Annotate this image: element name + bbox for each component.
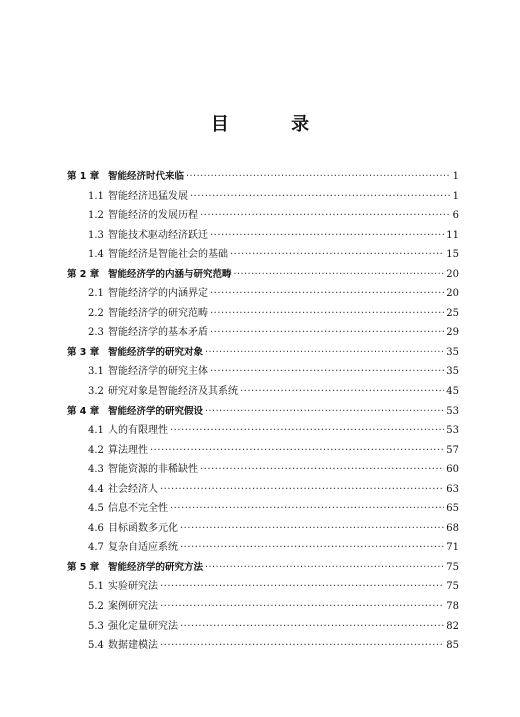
toc-entry-label: 智能资源的非稀缺性 <box>108 464 198 476</box>
toc-chapter-entry[interactable] <box>67 558 459 578</box>
toc-entry-page: 20 <box>446 268 459 280</box>
toc-section-entry[interactable] <box>67 538 459 558</box>
toc-entry-number: 5.2 <box>88 601 104 613</box>
dot-leader <box>210 226 444 246</box>
toc-entry-page: 65 <box>446 503 459 515</box>
toc-section-entry[interactable] <box>67 460 459 480</box>
dot-leader <box>200 206 451 226</box>
toc-entry-number: 5.4 <box>88 640 104 652</box>
toc-entry-label: 智能经济学的研究主体 <box>108 366 208 378</box>
toc-entry-number: 1.2 <box>88 210 104 222</box>
toc-entry-page: 25 <box>446 307 459 319</box>
toc-entry-label: 智能经济学的内涵与研究范畴 <box>108 268 232 280</box>
toc-section-entry[interactable] <box>67 617 459 637</box>
toc-section-entry[interactable] <box>67 362 459 382</box>
toc-entry-number: 2.1 <box>88 288 104 300</box>
toc-entry-label: 强化定量研究法 <box>108 620 178 632</box>
toc-chapter-entry[interactable] <box>67 402 459 422</box>
toc-entry-label: 智能经济学的内涵界定 <box>108 288 208 300</box>
toc-entry-number: 第 3 章 <box>67 346 100 358</box>
toc-section-entry[interactable] <box>67 304 459 324</box>
toc-section-entry[interactable] <box>67 499 459 519</box>
dot-leader <box>170 421 444 441</box>
toc-entry-page: 20 <box>446 288 459 300</box>
toc-entry-number: 4.6 <box>88 522 104 534</box>
toc-entry-label: 目标函数多元化 <box>108 522 178 534</box>
toc-entry-label: 智能经济时代来临 <box>108 171 185 182</box>
toc-entry-label: 实验研究法 <box>108 581 158 593</box>
table-of-contents <box>67 167 459 656</box>
toc-section-entry[interactable] <box>67 421 459 441</box>
toc-chapter-entry[interactable] <box>67 343 459 363</box>
toc-entry-page: 1 <box>452 190 459 202</box>
toc-entry-page: 68 <box>446 522 459 534</box>
toc-entry-label: 案例研究法 <box>108 601 158 613</box>
dot-leader <box>234 265 445 285</box>
toc-entry-page: 71 <box>446 542 459 554</box>
dot-leader <box>210 304 444 324</box>
dot-leader <box>170 499 444 519</box>
toc-entry-number: 4.3 <box>88 464 104 476</box>
dot-leader <box>160 597 444 617</box>
dot-leader <box>180 538 444 558</box>
dot-leader <box>205 558 444 578</box>
toc-entry-page: 11 <box>446 229 459 241</box>
toc-entry-number: 第 4 章 <box>67 405 100 417</box>
toc-entry-page: 15 <box>446 249 459 261</box>
toc-entry-number: 5.1 <box>88 581 104 593</box>
dot-leader <box>230 245 444 265</box>
toc-entry-label: 人的有限理性 <box>108 425 168 437</box>
toc-entry-label: 智能经济是智能社会的基础 <box>108 249 228 261</box>
toc-entry-label: 复杂自适应系统 <box>108 542 178 554</box>
toc-entry-label: 智能技术驱动经济跃迁 <box>108 229 208 241</box>
toc-section-entry[interactable] <box>67 441 459 461</box>
toc-entry-label: 智能经济学的研究方法 <box>108 561 204 573</box>
toc-entry-number: 第 5 章 <box>67 561 100 573</box>
toc-entry-number: 4.4 <box>88 483 104 495</box>
toc-entry-page: 57 <box>446 444 459 456</box>
dot-leader <box>160 577 444 597</box>
toc-entry-label: 智能经济迅猛发展 <box>108 190 188 202</box>
toc-section-entry[interactable] <box>67 597 459 617</box>
toc-entry-page: 45 <box>446 386 459 398</box>
toc-entry-page: 75 <box>446 561 459 573</box>
toc-section-entry[interactable] <box>67 284 459 304</box>
toc-entry-page: 63 <box>446 483 459 495</box>
dot-leader <box>160 636 444 656</box>
toc-entry-page: 1 <box>452 171 459 182</box>
toc-section-entry[interactable] <box>67 636 459 656</box>
toc-entry-number: 4.1 <box>88 425 104 437</box>
dot-leader <box>210 362 444 382</box>
toc-entry-number: 3.1 <box>88 366 104 378</box>
toc-entry-page: 60 <box>446 464 459 476</box>
dot-leader <box>210 323 444 343</box>
toc-section-entry[interactable] <box>67 480 459 500</box>
dot-leader <box>190 187 451 207</box>
toc-section-entry[interactable] <box>67 382 459 402</box>
toc-section-entry[interactable] <box>67 519 459 539</box>
toc-entry-page: 53 <box>446 425 459 437</box>
toc-entry-number: 第 2 章 <box>67 268 100 280</box>
toc-entry-number: 1.3 <box>88 229 104 241</box>
toc-entry-label: 智能经济学的基本矛盾 <box>108 327 208 339</box>
toc-entry-number: 1.1 <box>88 190 104 202</box>
toc-entry-page: 85 <box>446 640 459 652</box>
dot-leader <box>205 343 444 363</box>
toc-chapter-entry[interactable] <box>67 167 459 187</box>
toc-section-entry[interactable] <box>67 323 459 343</box>
toc-entry-page: 29 <box>446 327 459 339</box>
toc-entry-label: 智能经济学的研究假设 <box>108 405 204 417</box>
dot-leader <box>160 480 444 500</box>
dot-leader <box>205 402 444 422</box>
toc-section-entry[interactable] <box>67 187 459 207</box>
dot-leader <box>180 617 444 637</box>
toc-section-entry[interactable] <box>67 206 459 226</box>
toc-entry-page: 6 <box>452 210 459 222</box>
toc-entry-number: 2.2 <box>88 307 104 319</box>
page-title: 目 录 <box>210 114 338 135</box>
toc-chapter-entry[interactable] <box>67 265 459 285</box>
toc-entry-label: 算法理性 <box>108 444 148 456</box>
dot-leader <box>150 441 444 461</box>
toc-entry-number: 1.4 <box>88 249 104 261</box>
toc-entry-number: 第 1 章 <box>67 171 100 182</box>
toc-entry-page: 35 <box>446 346 459 358</box>
toc-section-entry[interactable] <box>67 226 459 246</box>
toc-entry-number: 5.3 <box>88 620 104 632</box>
toc-entry-page: 75 <box>446 581 459 593</box>
dot-leader <box>240 382 444 402</box>
dot-leader <box>210 284 444 304</box>
toc-entry-label: 智能经济学的研究范畴 <box>108 307 208 319</box>
dot-leader <box>186 167 451 187</box>
toc-section-entry[interactable] <box>67 577 459 597</box>
toc-entry-number: 3.2 <box>88 386 104 398</box>
toc-entry-number: 4.2 <box>88 444 104 456</box>
toc-entry-number: 4.5 <box>88 503 104 515</box>
toc-entry-number: 2.3 <box>88 327 104 339</box>
toc-entry-number: 4.7 <box>88 542 104 554</box>
toc-entry-label: 研究对象是智能经济及其系统 <box>108 386 238 398</box>
toc-entry-label: 智能经济学的研究对象 <box>108 346 204 358</box>
toc-section-entry[interactable] <box>67 245 459 265</box>
toc-entry-label: 信息不完全性 <box>108 503 168 515</box>
toc-entry-label: 社会经济人 <box>108 483 158 495</box>
toc-entry-page: 35 <box>446 366 459 378</box>
toc-entry-page: 53 <box>446 405 459 417</box>
toc-entry-page: 82 <box>446 620 459 632</box>
toc-entry-label: 智能经济的发展历程 <box>108 210 198 222</box>
dot-leader <box>180 519 444 539</box>
toc-entry-label: 数据建模法 <box>108 640 158 652</box>
dot-leader <box>200 460 444 480</box>
toc-entry-page: 78 <box>446 601 459 613</box>
